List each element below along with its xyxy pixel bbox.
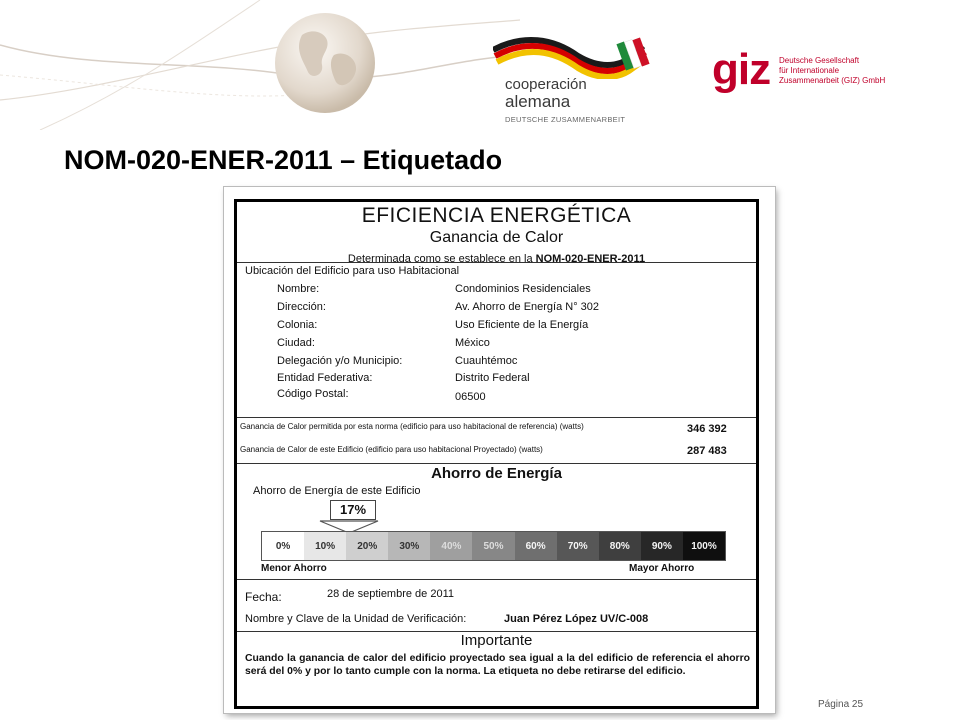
field-label: Colonia: [277,319,318,331]
gain-reference-value: 346 392 [687,423,727,435]
field-label: Entidad Federativa: [277,372,373,384]
flag-ribbon-icon [493,34,658,79]
scale-cell: 20% [346,532,388,560]
label-heading: EFICIENCIA ENERGÉTICA [361,204,632,227]
label-subheading: Ganancia de Calor [429,229,564,246]
scale-cell: 10% [304,532,346,560]
savings-section [237,463,756,580]
verifier-value: Juan Pérez López UV/C-008 [504,613,649,625]
important-section [237,631,756,709]
scale-cell: 70% [557,532,599,560]
important-title: Importante [460,632,533,649]
label-header [237,202,756,263]
location-section [237,262,756,418]
field-label: Dirección: [277,301,326,313]
giz-tagline [779,56,909,86]
energy-label-image [224,187,775,713]
coop-line2: alemana [505,92,571,111]
field-value: Cuauhtémoc [455,355,518,367]
field-label: Ciudad: [277,337,315,349]
page-title: NOM-020-ENER-2011 – Etiquetado [64,145,503,175]
verifier-label: Nombre y Clave de la Unidad de Verificación: [245,613,467,625]
scale-cell: 90% [641,532,683,560]
header [0,0,960,135]
savings-scale [261,531,726,561]
giz-line3: Zusammenarbeit (GIZ) GmbH [779,76,886,85]
globe-icon [272,10,378,116]
scale-cell: 50% [472,532,514,560]
norm-code: NOM-020-ENER-2011 [535,253,646,265]
field-value: Uso Eficiente de la Energía [455,319,589,331]
date-label: Fecha: [245,590,282,604]
scale-cell: 30% [388,532,430,560]
scale-max-label: Mayor Ahorro [629,563,695,574]
scale-cell: 100% [683,532,725,560]
gain-project-value: 287 483 [687,445,727,457]
savings-subtitle: Ahorro de Energía de este Edificio [253,485,421,497]
scale-cell: 0% [262,532,304,560]
field-value: Av. Ahorro de Energía N° 302 [455,301,600,313]
coop-line3: DEUTSCHE ZUSAMMENARBEIT [505,115,626,124]
energy-label [234,199,759,709]
giz-wordmark: giz [712,45,771,94]
page-number: Página 25 [818,699,864,710]
coop-line1: cooperación [505,76,587,93]
gain-reference-label: Ganancia de Calor permitida por esta norma (edificio para uso habitacional de referencia) (watts) [240,422,584,431]
scale-cell: 60% [515,532,557,560]
norm-prefix: Determinada como se establece en la [347,253,536,265]
date-value: 28 de septiembre de 2011 [327,588,454,600]
giz-line2: für Internationale [779,66,840,75]
field-value: México [455,337,490,349]
decorative-swoosh [0,0,520,130]
field-value: 06500 [455,391,486,403]
savings-title: Ahorro de Energía [431,465,562,482]
gain-project-label: Ganancia de Calor de este Edificio (edificio para uso habitacional Proyectado) (watts) [240,445,543,454]
savings-percent: 17% [330,500,376,520]
cooperacion-alemana-logo [493,34,663,129]
date-section [237,579,756,632]
field-value: Distrito Federal [455,372,530,384]
scale-min-label: Menor Ahorro [261,563,327,574]
field-value: Condominios Residenciales [455,283,591,295]
field-label: Delegación y/o Municipio: [277,355,403,367]
field-label: Código Postal: [277,388,349,400]
location-title: Ubicación del Edificio para uso Habitacional [245,265,460,277]
heat-gain-section [237,417,756,464]
giz-line1: Deutsche Gesellschaft [779,56,860,65]
important-text: Cuando la ganancia de calor del edificio proyectado sea igual a la del edificio de referencia el ahorro será del 0% y por lo tanto cumple con la norma. La etiqueta no debe retirarse del edificio. [245,653,750,677]
scale-cell: 40% [430,532,472,560]
field-label: Nombre: [277,283,320,295]
scale-cell: 80% [599,532,641,560]
